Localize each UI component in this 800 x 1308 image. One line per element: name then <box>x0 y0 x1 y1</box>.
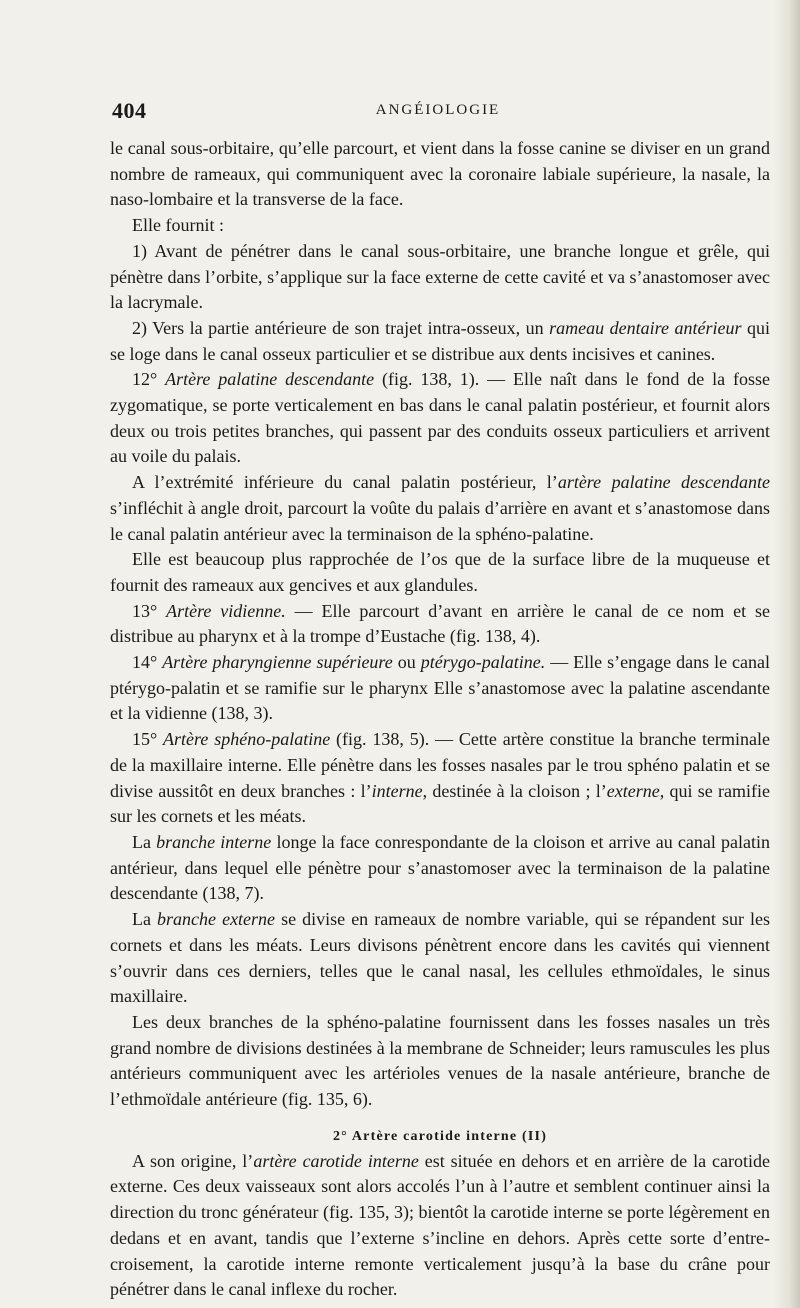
text-run: — Elle s’engage dans le canal ptérygo-palatin et se ramifie sur le pharynx Elle s’anastomose avec la palatine ascendante et la vidienne (138, 3). <box>110 652 771 724</box>
text-run: longe la face conrespondante de la cloison et arrive au canal palatin antérieur, dans lequel elle pénètre pour s’anastomoser avec la terminaison de la palatine descendante (138, 7). <box>110 831 771 904</box>
italic-term: rameau dentaire antérieur <box>549 317 742 338</box>
text-run: 13° <box>132 600 167 621</box>
italic-term: artère carotide interne <box>253 1150 419 1171</box>
text-run: La <box>132 831 157 852</box>
paragraph <box>110 907 770 1010</box>
running-title: ANGÉIOLOGIE <box>375 102 501 118</box>
section-subheading <box>110 1125 770 1149</box>
page-edge-shadow <box>774 0 800 1308</box>
page-number: 404 <box>112 98 147 123</box>
paragraph <box>110 650 770 727</box>
italic-term: ptérygo-palatine. <box>420 652 546 673</box>
text-run: A l’extrémité inférieure du canal palatin postérieur, l’ <box>132 472 558 493</box>
text-run: Elle est beaucoup plus rapprochée de l’os que de la surface libre de la muqueuse et fournit des rameaux aux gencives et aux glandules. <box>110 549 770 595</box>
paragraph <box>110 316 770 367</box>
text-run: qui se loge dans le canal osseux particulier et se distribue aux dents incisives et canines. <box>110 317 770 364</box>
italic-term: branche interne <box>156 831 272 852</box>
paragraph <box>110 367 770 470</box>
paragraph <box>110 213 770 239</box>
text-run: 12° <box>132 369 166 390</box>
paragraph <box>110 830 770 907</box>
paragraph <box>110 1010 770 1113</box>
text-run: — Elle parcourt d’avant en arrière le canal de ce nom et se distribue au pharynx et à la trompe d’Eustache (fig. 138, 4). <box>110 600 771 647</box>
paragraph <box>110 136 770 213</box>
italic-term: Artère pharyngienne supérieure <box>162 652 393 673</box>
text-run: (fig. 138, 5). — Cette artère constitue la branche terminale de la maxillaire interne. Elle pénètre dans les fosses nasales par le trou sphéno palatin et se divise aussitôt en deux branches : l’ <box>110 729 770 801</box>
paragraph <box>110 547 770 598</box>
text-run: 2° Artère carotide interne (II) <box>332 1128 548 1144</box>
text-run: (fig. 138, 1). — Elle naît dans le fond de la fosse zygomatique, se porte verticalement en bas dans le canal palatin postérieur, et fournit alors deux ou trois petites branches, qui passent par des conduits osseux particuliers et arrivent au voile du palais. <box>110 369 770 467</box>
text-run: 2) Vers la partie antérieure de son trajet intra-osseux, un <box>132 317 550 338</box>
text-run: 15° <box>132 729 164 750</box>
paragraph <box>110 470 770 547</box>
text-run: le canal sous-orbitaire, qu’elle parcourt, et vient dans la fosse canine se diviser en un grand nombre de rameaux, qui communiquent avec la coronaire labiale supérieure, la nasale, la naso-lombaire et la transverse de la face. <box>110 138 770 210</box>
text-run: se divise en rameaux de nombre variable, qui se répandent sur les cornets et dans les méats. Leurs divisons pénètrent encore dans les cavités qui viennent s’ouvrir dans ces derniers, telles que le canal nasal, les cellules ethmoïdales, le sinus maxillaire. <box>110 909 770 1007</box>
text-run: , qui se ramifie sur les cornets et les méats. <box>110 780 770 827</box>
text-run: est située en dehors et en arrière de la carotide externe. Ces deux vaisseaux sont alors accolés l’un à l’autre et semblent continuer ainsi la direction du tronc générateur (fig. 135, 3); bientôt la carotide interne se porte légèrement en dedans et en avant, tandis que l’externe s’incline en dehors. Après cette sorte d’entre-croisement, la carotide interne remonte verticalement jusqu’à la base du crâne pour pénétrer dans le canal inflexe du rocher. <box>110 1150 770 1300</box>
paragraph <box>110 599 770 650</box>
paragraph <box>110 239 770 316</box>
italic-term: artère palatine descendante <box>557 472 770 493</box>
italic-term: interne <box>371 780 423 801</box>
text-run: Elle fournit : <box>132 215 224 236</box>
text-run: s’infléchit à angle droit, parcourt la voûte du palais d’arrière en avant et s’anastomose dans le canal palatin antérieur avec la terminaison de la sphéno-palatine. <box>110 497 770 544</box>
italic-term: externe <box>606 780 660 801</box>
italic-term: Artère sphéno-palatine <box>163 729 331 750</box>
paragraph <box>110 1149 770 1303</box>
page-header <box>108 98 768 128</box>
text-run: 1) Avant de pénétrer dans le canal sous-orbitaire, une branche longue et grêle, qui pénètre dans l’orbite, s’applique sur la face externe de cette cavité et va s’anastomoser avec la lacrymale. <box>110 240 770 313</box>
body-text <box>110 136 770 1303</box>
italic-term: branche externe <box>157 909 276 930</box>
text-run: , destinée à la cloison ; l’ <box>422 780 607 801</box>
text-run: La <box>132 909 158 930</box>
paragraph <box>110 727 770 830</box>
text-run: ou <box>392 652 421 673</box>
italic-term: Artère vidienne. <box>166 600 286 621</box>
italic-term: Artère palatine descendante <box>165 369 375 390</box>
text-run: A son origine, l’ <box>132 1150 254 1171</box>
text-run: Les deux branches de la sphéno-palatine fournissent dans les fosses nasales un très grand nombre de divisions destinées à la membrane de Schneider; leurs ramuscules les plus antérieurs communiquent avec les artérioles venues de la nasale antérieure, branche de l’ethmoïdale antérieure (fig. 135, 6). <box>110 1011 770 1110</box>
text-run: 14° <box>132 652 163 673</box>
